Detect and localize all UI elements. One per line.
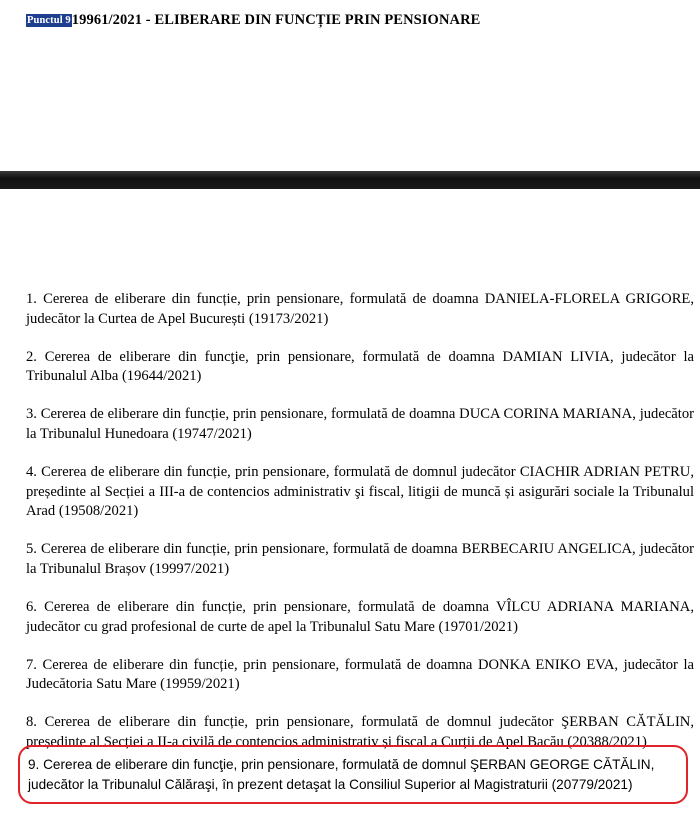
- request-item-8: 8. Cererea de eliberare din funcție, prin pensionare, formulată de domnul judecător ŞERBAN CĂTĂLIN, președinte al Secției a II-a civilă de contencios administrativ și fiscal a Curții de Apel Bacău (20388/2021): [26, 714, 694, 750]
- request-item-3: 3. Cererea de eliberare din funcție, prin pensionare, formulată de doamna DUCA CORINA MARIANA, judecător la Tribunalul Hunedoara (19747/2021): [26, 406, 694, 442]
- request-item-9-line-1: 9. Cererea de eliberare din funcţie, prin pensionare, formulată de domnul ŞERBAN GEORGE CĂTĂLIN,: [28, 757, 655, 772]
- agenda-item-heading: [26, 12, 480, 29]
- section-divider: [0, 171, 700, 189]
- agenda-item-tag: Punctul 9: [27, 15, 71, 26]
- request-item-1: 1. Cererea de eliberare din funcție, prin pensionare, formulată de doamna DANIELA-FLORELA GRIGORE, judecător la Curtea de Apel București (19173/2021): [26, 291, 694, 327]
- request-item-4: 4. Cererea de eliberare din funcție, prin pensionare, formulată de domnul judecător CIACHIR ADRIAN PETRU, președinte al Secției a III-a de contencios administrativ şi fiscal, litigii de muncă și asigurări sociale la Tribunalul Arad (19508/2021): [26, 464, 694, 520]
- request-item-9-line-2: judecător la Tribunalul Călăraşi, în prezent detaşat la Consiliul Superior al Magistraturii (20779/2021): [28, 777, 633, 792]
- request-item-5: 5. Cererea de eliberare din funcție, prin pensionare, formulată de doamna BERBECARIU ANGELICA, judecător la Tribunalul Brașov (19997/2021): [26, 541, 694, 577]
- request-item-9-highlighted: [18, 745, 688, 804]
- request-item-7: 7. Cererea de eliberare din funcție, prin pensionare, formulată de doamna DONKA ENIKO EVA, judecător la Judecătoria Satu Mare (19959/2021): [26, 656, 694, 693]
- request-item-2: 2. Cererea de eliberare din funcţie, prin pensionare, formulată de doamna DAMIAN LIVIA, judecător la Tribunalul Alba (19644/2021): [26, 348, 694, 385]
- request-list: [26, 290, 694, 771]
- agenda-item-title: 19961/2021 - ELIBERARE DIN FUNCȚIE PRIN PENSIONARE: [71, 12, 481, 28]
- request-item-6: 6. Cererea de eliberare din funcție, prin pensionare, formulată de doamna VÎLCU ADRIANA MARIANA, judecător cu grad profesional de curte de apel la Tribunalul Satu Mare (19701/2021): [26, 599, 694, 635]
